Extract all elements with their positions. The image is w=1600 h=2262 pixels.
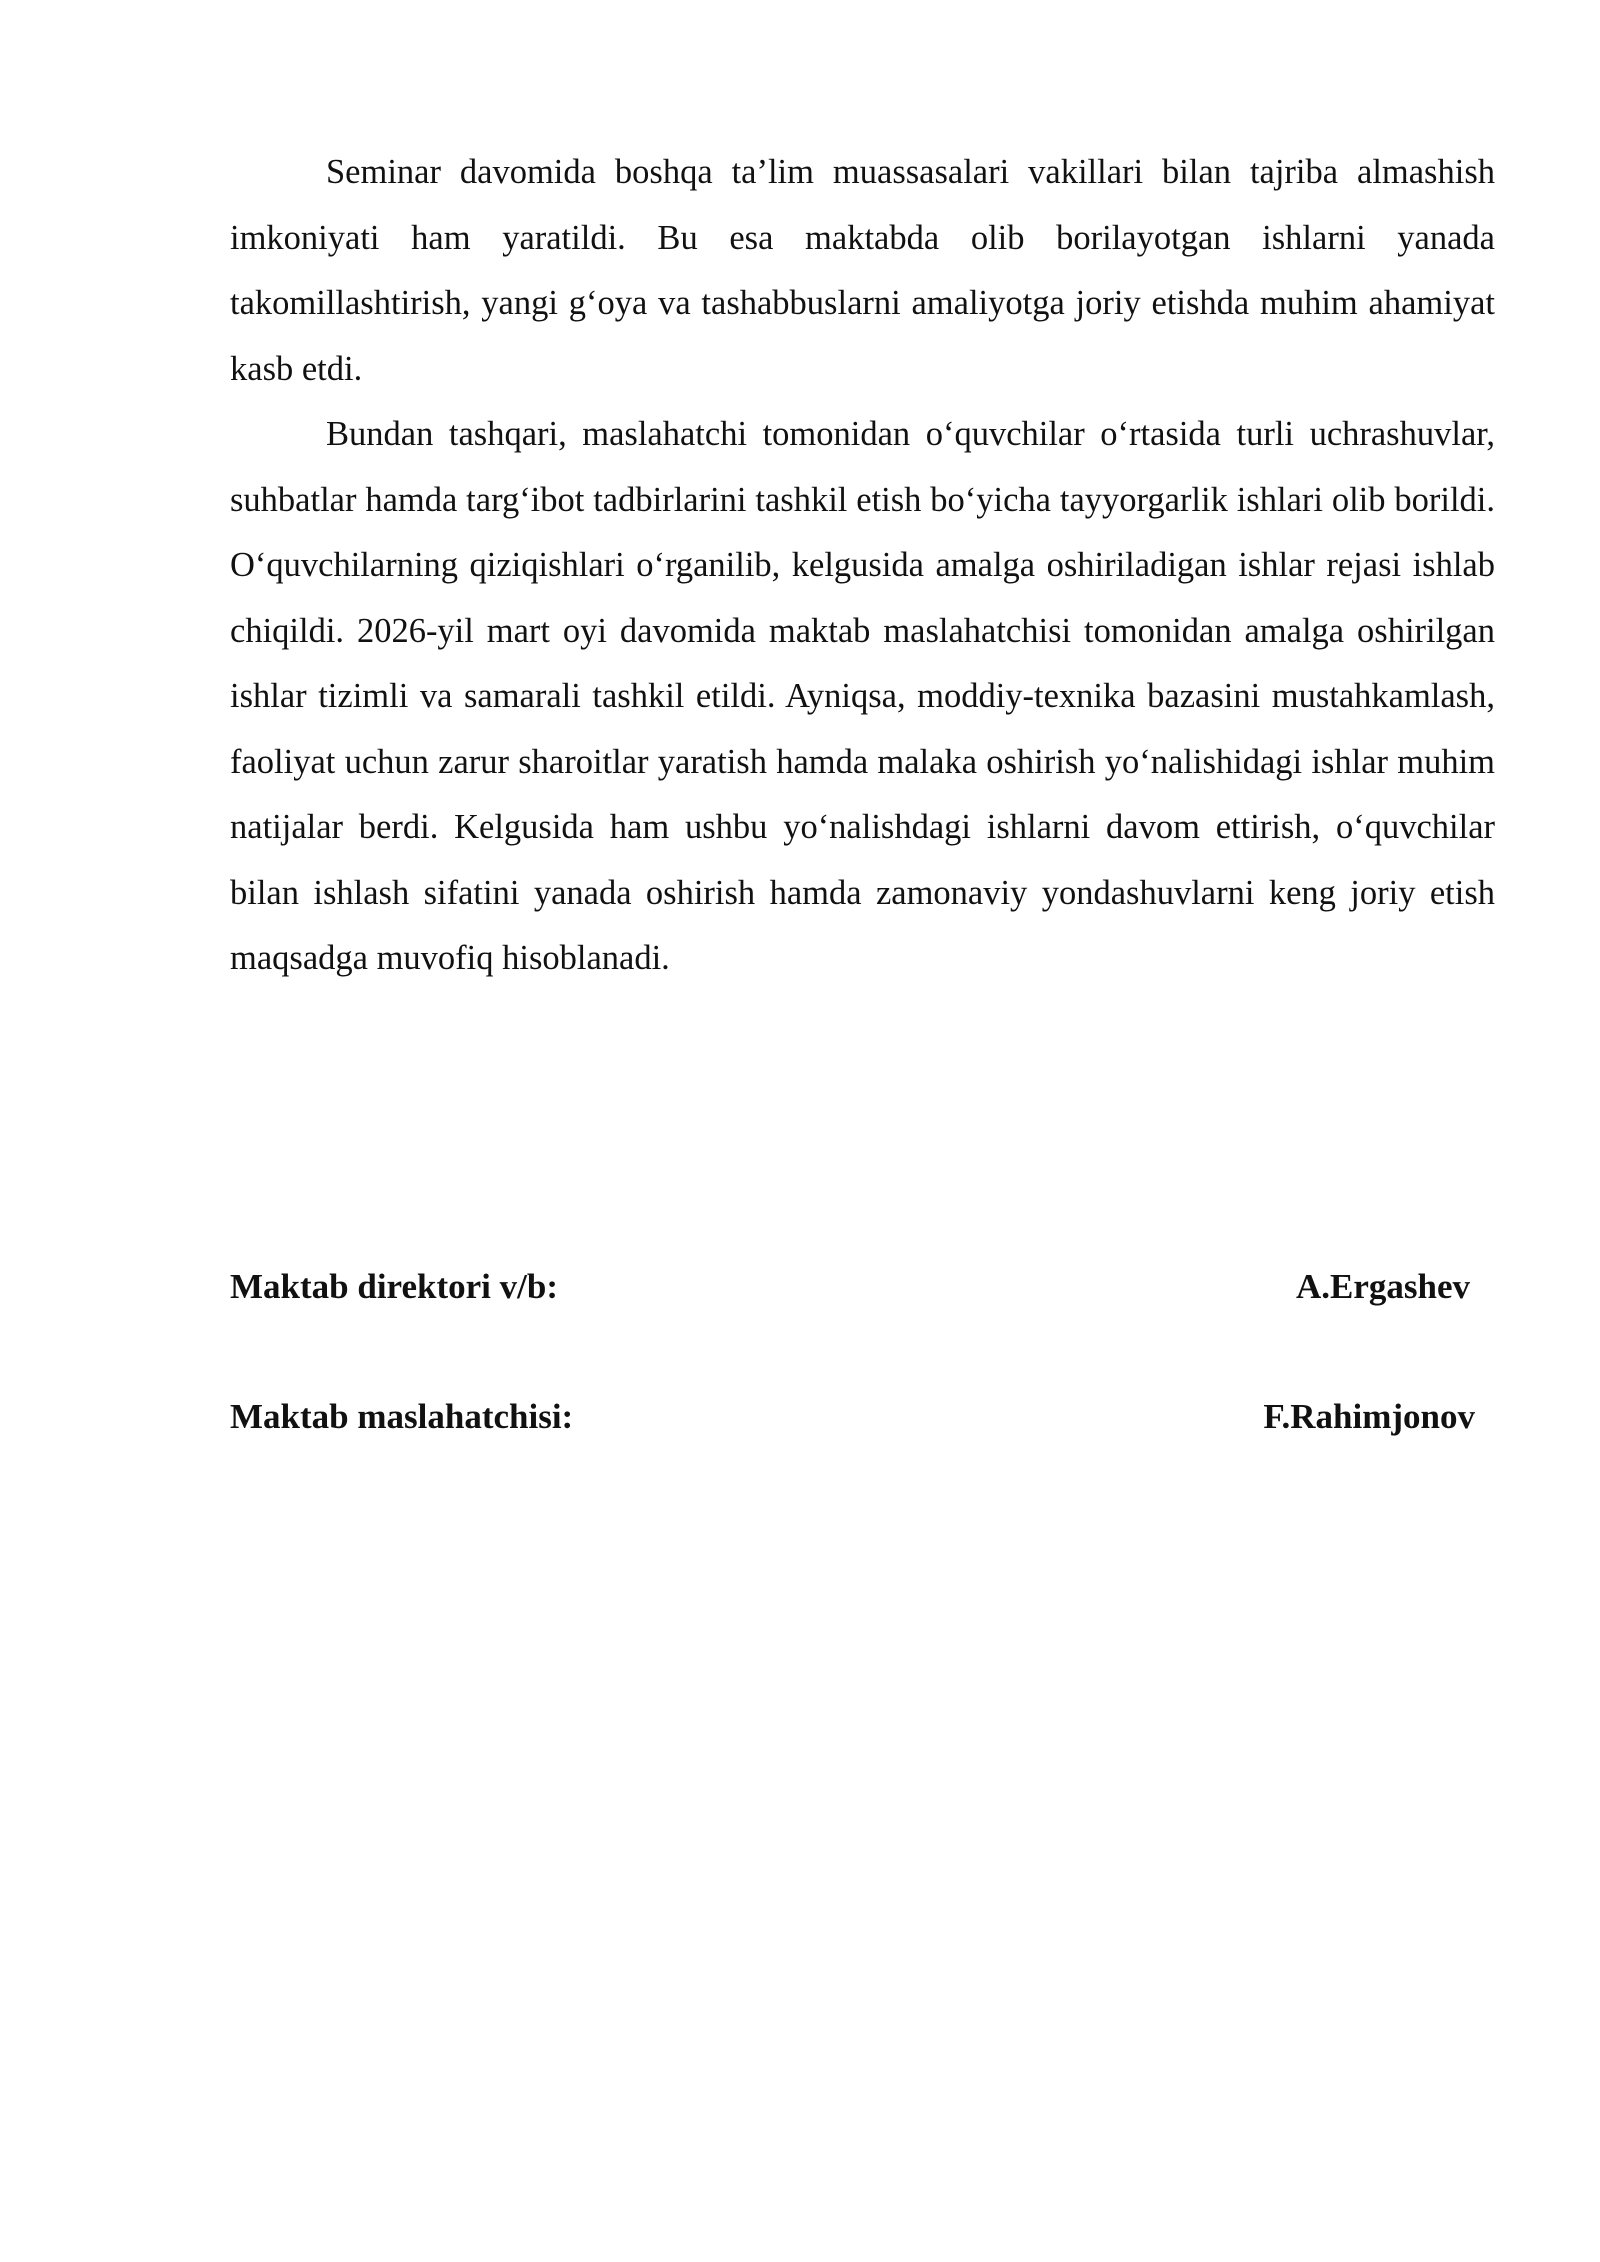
signature-title-counselor: Maktab maslahatchisi: — [230, 1397, 574, 1436]
signature-name-director: A.Ergashev — [1295, 1267, 1470, 1306]
paragraph-seminar: Seminar davomida boshqa ta’lim muassasalari vakillari bilan tajriba almashish imkoniyati ham yaratildi. Bu esa maktabda olib borilayotgan ishlarni yanada takomillashtirish, yangi g‘oya va tashabbuslarni amaliyotga joriy etishda muhim ahamiyat kasb etdi. — [230, 153, 1495, 388]
document-body — [230, 140, 1495, 992]
signature-row-director — [230, 1257, 1480, 1317]
signature-title-director: Maktab direktori v/b: — [230, 1267, 558, 1306]
signature-name-counselor: F.Rahimjonov — [1263, 1397, 1475, 1436]
paragraph-activities: Bundan tashqari, maslahatchi tomonidan o‘quvchilar o‘rtasida turli uchrashuvlar, suhbatlar hamda targ‘ibot tadbirlarini tashkil etish bo‘yicha tayyorgarlik ishlari olib borildi. O‘quvchilarning qiziqishlari o‘rganilib, kelgusida amalga oshiriladigan ishlar rejasi ishlab chiqildi. 2026-yil mart oyi davomida maktab maslahatchisi tomonidan amalga oshirilgan ishlar tizimli va samarali tashkil etildi. Ayniqsa, moddiy-texnika bazasini mustahkamlash, faoliyat uchun zarur sharoitlar yaratish hamda malaka oshirish yo‘nalishidagi ishlar muhim natijalar berdi. Kelgusida ham ushbu yo‘nalishdagi ishlarni davom ettirish, o‘quvchilar bilan ishlash sifatini yanada oshirish hamda zamonaviy yondashuvlarni keng joriy etish maqsadga muvofiq hisoblanadi. — [230, 415, 1495, 977]
signature-row-counselor — [230, 1387, 1480, 1447]
